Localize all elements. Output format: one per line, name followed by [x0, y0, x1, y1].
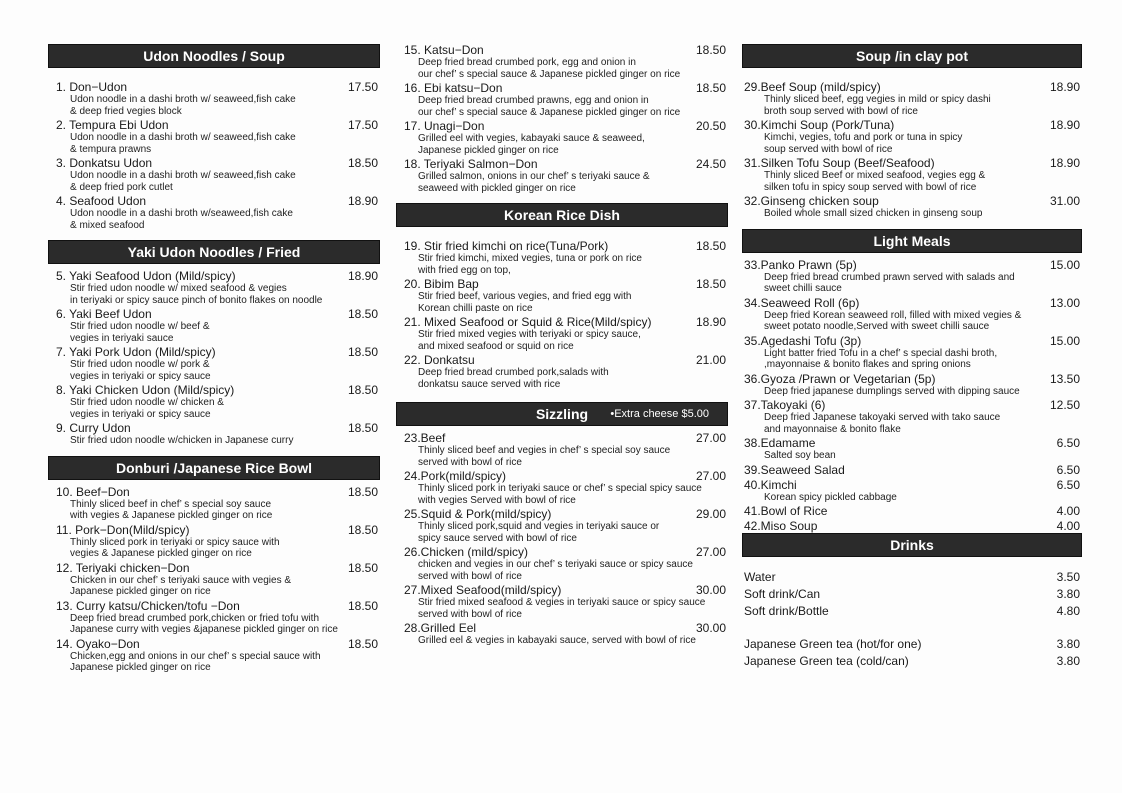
- menu-item: [48, 384, 380, 420]
- menu-item: [396, 158, 728, 194]
- menu-item: [396, 120, 728, 156]
- item-price: 17.50: [347, 118, 378, 132]
- item-name: 2. Tempura Ebi Udon: [56, 118, 169, 132]
- item-price: 20.50: [695, 119, 726, 133]
- item-description: Udon noodle in a dashi broth w/ seaweed,fish cake: [70, 170, 296, 181]
- item-name: 23.Beef: [404, 431, 446, 445]
- item-description: Thinly sliced pork,squid and vegies in teriyaki sauce or: [418, 521, 660, 532]
- item-price: 18.50: [695, 43, 726, 57]
- item-description: and mayonnaise & bonito flake: [764, 423, 901, 435]
- item-price: 18.50: [347, 307, 378, 321]
- item-description: broth soup served with bowl of rice: [764, 105, 918, 117]
- item-price: 18.50: [347, 421, 378, 435]
- item-description: Udon noodle in a dashi broth w/seaweed,fish cake: [70, 208, 293, 219]
- item-price: 18.90: [1049, 118, 1080, 132]
- menu-item: [742, 604, 1082, 619]
- item-price: 13.50: [1049, 371, 1080, 386]
- item-description: Japanese pickled ginger on rice: [70, 662, 211, 673]
- item-price: 18.90: [695, 315, 726, 329]
- item-description: Korean chilli paste on rice: [418, 302, 533, 314]
- item-name: 27.Mixed Seafood(mild/spicy): [404, 583, 562, 597]
- item-name: 16. Ebi katsu−Don: [404, 81, 503, 95]
- item-price: 18.90: [1049, 156, 1080, 170]
- item-description: & mixed seafood: [70, 219, 145, 231]
- item-description: chicken and vegies in our chef’ s teriyaki sauce or spicy sauce: [418, 559, 693, 570]
- menu-item: [48, 270, 380, 306]
- menu-column-1: [48, 44, 380, 676]
- menu-item: [396, 546, 728, 582]
- item-price: 18.50: [347, 522, 378, 537]
- section-header-drinks: Drinks: [742, 533, 1082, 557]
- item-name: 25.Squid & Pork(mild/spicy): [404, 507, 552, 521]
- item-description: vegies in teriyaki or spicy sauce: [70, 408, 211, 420]
- item-name: 38.Edamame: [744, 436, 816, 450]
- section-header-korean-rice: Korean Rice Dish: [396, 203, 728, 227]
- item-description: Deep fried bread crumbed pork, egg and onion in: [418, 57, 636, 68]
- item-name: 10. Beef−Don: [56, 484, 130, 499]
- item-description: Grilled eel & vegies in kabayaki sauce, served with bowl of rice: [418, 635, 696, 646]
- item-price: 18.50: [347, 598, 378, 613]
- item-price: 17.50: [347, 80, 378, 94]
- menu-item: [48, 346, 380, 382]
- item-description: served with bowl of rice: [418, 608, 522, 620]
- item-name: Soft drink/Can: [744, 587, 821, 601]
- item-price: 6.50: [1056, 477, 1080, 492]
- menu-item: [742, 119, 1082, 155]
- section-header-yaki-udon: Yaki Udon Noodles / Fried: [48, 240, 380, 264]
- item-price: 3.80: [1056, 637, 1080, 651]
- item-description: vegies & Japanese pickled ginger on rice: [70, 548, 252, 559]
- item-price: 18.90: [347, 269, 378, 283]
- item-description: Udon noodle in a dashi broth w/ seaweed,fish cake: [70, 94, 296, 105]
- item-description: soup served with bowl of rice: [764, 143, 893, 155]
- menu-item: [396, 470, 728, 506]
- item-name: 29.Beef Soup (mild/spicy): [744, 80, 881, 94]
- item-name: 37.Takoyaki (6): [744, 398, 826, 412]
- item-name: 1. Don−Udon: [56, 80, 128, 94]
- item-name: 35.Agedashi Tofu (3p): [744, 333, 862, 348]
- item-description: Korean spicy pickled cabbage: [764, 491, 897, 503]
- item-name: 24.Pork(mild/spicy): [404, 469, 507, 483]
- menu-item: [396, 432, 728, 468]
- item-price: 24.50: [695, 157, 726, 171]
- item-price: 18.50: [347, 345, 378, 359]
- item-name: Soft drink/Bottle: [744, 604, 829, 618]
- menu-item: [396, 44, 728, 80]
- item-description: Thinly sliced pork in teriyaki sauce or chef’ s special spicy sauce: [418, 483, 702, 494]
- menu-item: [396, 316, 728, 352]
- item-description: served with bowl of rice: [418, 570, 522, 582]
- menu-item: [48, 562, 380, 598]
- menu-item: [742, 399, 1082, 435]
- item-description: in teriyaki or spicy sauce pinch of bonito flakes on noodle: [70, 294, 323, 306]
- item-name: 19. Stir fried kimchi on rice(Tuna/Pork): [404, 239, 609, 253]
- item-name: 22. Donkatsu: [404, 353, 475, 367]
- item-price: 3.80: [1056, 587, 1080, 601]
- menu-item: [48, 308, 380, 344]
- item-description: & deep fried pork cutlet: [70, 181, 173, 193]
- item-name: 8. Yaki Chicken Udon (Mild/spicy): [56, 383, 235, 397]
- menu-item: [48, 486, 380, 522]
- item-description: our chef’ s special sauce & Japanese pickled ginger on rice: [418, 68, 681, 80]
- section-header-donburi: Donburi /Japanese Rice Bowl: [48, 456, 380, 480]
- item-description: Stir fried kimchi, mixed vegies, tuna or pork on rice: [418, 253, 642, 264]
- menu-item: [396, 622, 728, 647]
- menu-column-3: [742, 44, 1082, 671]
- menu-item: [48, 422, 380, 447]
- item-price: 21.00: [695, 353, 726, 367]
- item-price: 12.50: [1049, 398, 1080, 412]
- item-description: Thinly sliced beef and vegies in chef’ s special soy sauce: [418, 445, 671, 456]
- section-header-light-meals: Light Meals: [742, 229, 1082, 253]
- item-description: Thinly sliced pork in teriyaki or spicy sauce with: [70, 536, 280, 548]
- menu-item: [396, 584, 728, 620]
- item-description: with fried egg on top,: [418, 264, 511, 276]
- item-name: 31.Silken Tofu Soup (Beef/Seafood): [744, 156, 935, 170]
- menu-item: [48, 638, 380, 674]
- item-name: 3. Donkatsu Udon: [56, 156, 153, 170]
- menu-item: [742, 505, 1082, 518]
- menu-item: [742, 464, 1082, 477]
- menu-item: [742, 195, 1082, 220]
- item-description: vegies in teriyaki sauce: [70, 332, 174, 344]
- item-name: 36.Gyoza /Prawn or Vegetarian (5p): [744, 371, 936, 386]
- item-description: Salted soy bean: [764, 450, 836, 461]
- item-price: 29.00: [695, 507, 726, 521]
- item-price: 18.50: [695, 239, 726, 253]
- item-price: 4.00: [1056, 504, 1080, 518]
- item-price: 15.00: [1049, 257, 1080, 272]
- item-price: 18.50: [347, 560, 378, 575]
- menu-item: [742, 437, 1082, 462]
- item-price: 27.00: [695, 469, 726, 483]
- menu-item: [48, 600, 380, 636]
- item-description: seaweed with pickled ginger on rice: [418, 182, 576, 194]
- item-price: 3.80: [1056, 654, 1080, 668]
- menu-item: [742, 373, 1082, 398]
- menu-item: [396, 278, 728, 314]
- menu-item: [396, 82, 728, 118]
- item-description: Stir fried udon noodle w/chicken in Japanese curry: [70, 435, 294, 446]
- section-header-soup-clay-pot: Soup /in clay pot: [742, 44, 1082, 68]
- item-description: Kimchi, vegies, tofu and pork or tuna in spicy: [764, 132, 963, 143]
- menu-item: [48, 195, 380, 231]
- menu-item: [48, 157, 380, 193]
- item-price: 6.50: [1056, 462, 1080, 477]
- item-price: 13.00: [1049, 295, 1080, 310]
- item-price: 3.50: [1056, 570, 1080, 584]
- item-name: 14. Oyako−Don: [56, 636, 140, 651]
- section-header-udon-soup: Udon Noodles / Soup: [48, 44, 380, 68]
- item-name: 39.Seaweed Salad: [744, 462, 845, 477]
- item-description: and mixed seafood or squid on rice: [418, 340, 574, 352]
- menu-item: [48, 81, 380, 117]
- item-description: our chef’ s special sauce & Japanese pickled ginger on rice: [418, 106, 681, 118]
- item-price: 18.90: [1049, 80, 1080, 94]
- item-price: 30.00: [695, 583, 726, 597]
- extra-cheese-note: •Extra cheese $5.00: [610, 408, 709, 420]
- item-price: 18.50: [347, 156, 378, 170]
- item-description: Japanese pickled ginger on rice: [418, 144, 559, 156]
- menu-item: [48, 119, 380, 155]
- item-name: 4. Seafood Udon: [56, 194, 147, 208]
- item-price: 27.00: [695, 545, 726, 559]
- item-description: silken tofu in spicy soup served with bowl of rice: [764, 181, 977, 193]
- menu-item: [742, 335, 1082, 371]
- item-name: 21. Mixed Seafood or Squid & Rice(Mild/spicy): [404, 315, 652, 329]
- item-name: 42.Miso Soup: [744, 519, 818, 533]
- item-description: sweet potato noodle,Served with sweet chilli sauce: [764, 321, 990, 332]
- item-price: 15.00: [1049, 333, 1080, 348]
- menu-item: [742, 479, 1082, 504]
- item-description: Chicken,egg and onions in our chef’ s special sauce with: [70, 650, 321, 662]
- item-name: 26.Chicken (mild/spicy): [404, 545, 529, 559]
- section-title: Sizzling: [535, 406, 589, 422]
- item-description: Boiled whole small sized chicken in ginseng soup: [764, 208, 983, 219]
- item-name: 17. Unagi−Don: [404, 119, 485, 133]
- item-name: 20. Bibim Bap: [404, 277, 479, 291]
- item-price: 30.00: [695, 621, 726, 635]
- menu-item: [396, 240, 728, 276]
- item-description: Deep fried bread crumbed pork,salads with: [418, 367, 609, 378]
- item-description: Stir fried udon noodle w/ chicken &: [70, 397, 224, 408]
- item-description: Grilled salmon, onions in our chef’ s teriyaki sauce &: [418, 171, 650, 182]
- menu-item: [742, 81, 1082, 117]
- item-description: ,mayonnaise & bonito flakes and spring onions: [764, 359, 971, 370]
- item-name: 13. Curry katsu/Chicken/tofu −Don: [56, 598, 240, 613]
- item-price: 27.00: [695, 431, 726, 445]
- menu-item: [742, 587, 1082, 602]
- item-price: 18.50: [695, 81, 726, 95]
- item-description: sweet chilli sauce: [764, 283, 842, 294]
- item-price: 6.50: [1056, 436, 1080, 450]
- item-description: Stir fried udon noodle w/ mixed seafood & vegies: [70, 283, 287, 294]
- item-name: 18. Teriyaki Salmon−Don: [404, 157, 538, 171]
- item-name: 5. Yaki Seafood Udon (Mild/spicy): [56, 269, 236, 283]
- item-description: with vegies Served with bowl of rice: [418, 494, 576, 506]
- item-description: spicy sauce served with bowl of rice: [418, 532, 577, 544]
- item-name: 7. Yaki Pork Udon (Mild/spicy): [56, 345, 216, 359]
- item-name: 11. Pork−Don(Mild/spicy): [56, 522, 190, 537]
- menu-item: [48, 524, 380, 560]
- item-price: 18.50: [347, 484, 378, 499]
- item-price: 18.50: [347, 383, 378, 397]
- item-description: Thinly sliced beef in chef’ s special soy sauce: [70, 498, 272, 510]
- menu-item: [742, 297, 1082, 333]
- item-description: Stir fried beef, various vegies, and fried egg with: [418, 291, 632, 302]
- item-description: Stir fried mixed vegies with teriyaki or spicy sauce,: [418, 329, 641, 340]
- item-description: Light batter fried Tofu in a chef’ s special dashi broth,: [764, 347, 998, 359]
- item-price: 18.90: [347, 194, 378, 208]
- item-name: 9. Curry Udon: [56, 421, 131, 435]
- item-description: donkatsu sauce served with rice: [418, 378, 561, 390]
- item-name: 28.Grilled Eel: [404, 621, 477, 635]
- item-price: 4.00: [1056, 519, 1080, 533]
- menu-item: [742, 637, 1082, 652]
- item-description: Deep fried Korean seaweed roll, filled with mixed vegies &: [764, 309, 1022, 321]
- item-name: Japanese Green tea (hot/for one): [744, 637, 922, 651]
- item-name: Japanese Green tea (cold/can): [744, 654, 909, 668]
- item-name: 32.Ginseng chicken soup: [744, 194, 879, 208]
- item-name: 12. Teriyaki chicken−Don: [56, 560, 190, 575]
- menu-item: [396, 354, 728, 390]
- menu-column-2: [396, 44, 728, 649]
- menu-item: [742, 259, 1082, 295]
- item-description: Deep fried bread crumbed pork,chicken or fried tofu with: [70, 612, 320, 624]
- item-name: Water: [744, 570, 776, 584]
- drinks-list: [742, 570, 1082, 669]
- menu-item: [742, 570, 1082, 585]
- item-name: 33.Panko Prawn (5p): [744, 257, 857, 272]
- item-description: Udon noodle in a dashi broth w/ seaweed,fish cake: [70, 132, 296, 143]
- item-description: vegies in teriyaki or spicy sauce: [70, 370, 211, 382]
- item-price: 31.00: [1049, 194, 1080, 208]
- menu-item: [742, 520, 1082, 533]
- item-description: Thinly sliced beef, egg vegies in mild or spicy dashi: [764, 94, 991, 105]
- section-header-sizzling: [396, 402, 728, 426]
- item-name: 34.Seaweed Roll (6p): [744, 295, 860, 310]
- item-description: Stir fried mixed seafood & vegies in teriyaki sauce or spicy sauce: [418, 597, 706, 608]
- item-description: Japanese pickled ginger on rice: [70, 586, 211, 597]
- item-name: 30.Kimchi Soup (Pork/Tuna): [744, 118, 895, 132]
- item-description: served with bowl of rice: [418, 456, 522, 468]
- menu-item: [742, 654, 1082, 669]
- item-name: 6. Yaki Beef Udon: [56, 307, 152, 321]
- item-description: Grilled eel with vegies, kabayaki sauce & seaweed,: [418, 133, 645, 144]
- item-price: 4.80: [1056, 604, 1080, 618]
- item-description: Stir fried udon noodle w/ beef &: [70, 321, 210, 332]
- item-description: Deep fried bread crumbed prawns, egg and onion in: [418, 95, 649, 106]
- item-name: 15. Katsu−Don: [404, 43, 484, 57]
- item-description: Deep fried japanese dumplings served with dipping sauce: [764, 385, 1020, 397]
- item-name: 41.Bowl of Rice: [744, 504, 828, 518]
- item-description: Japanese curry with vegies &japanese pickled ginger on rice: [70, 624, 338, 635]
- item-price: 18.50: [347, 636, 378, 651]
- menu-item: [742, 157, 1082, 193]
- item-description: & deep fried vegies block: [70, 105, 182, 117]
- item-description: Chicken in our chef’ s teriyaki sauce with vegies &: [70, 574, 292, 586]
- item-name: 40.Kimchi: [744, 477, 797, 492]
- item-description: Deep fried Japanese takoyaki served with tako sauce: [764, 412, 1001, 423]
- menu-item: [396, 508, 728, 544]
- item-description: Deep fried bread crumbed prawn served with salads and: [764, 271, 1015, 283]
- item-description: & tempura prawns: [70, 143, 152, 155]
- item-description: Thinly sliced Beef or mixed seafood, vegies egg &: [764, 170, 986, 181]
- item-description: Stir fried udon noodle w/ pork &: [70, 359, 210, 370]
- item-price: 18.50: [695, 277, 726, 291]
- item-description: with vegies & Japanese pickled ginger on rice: [70, 510, 273, 521]
